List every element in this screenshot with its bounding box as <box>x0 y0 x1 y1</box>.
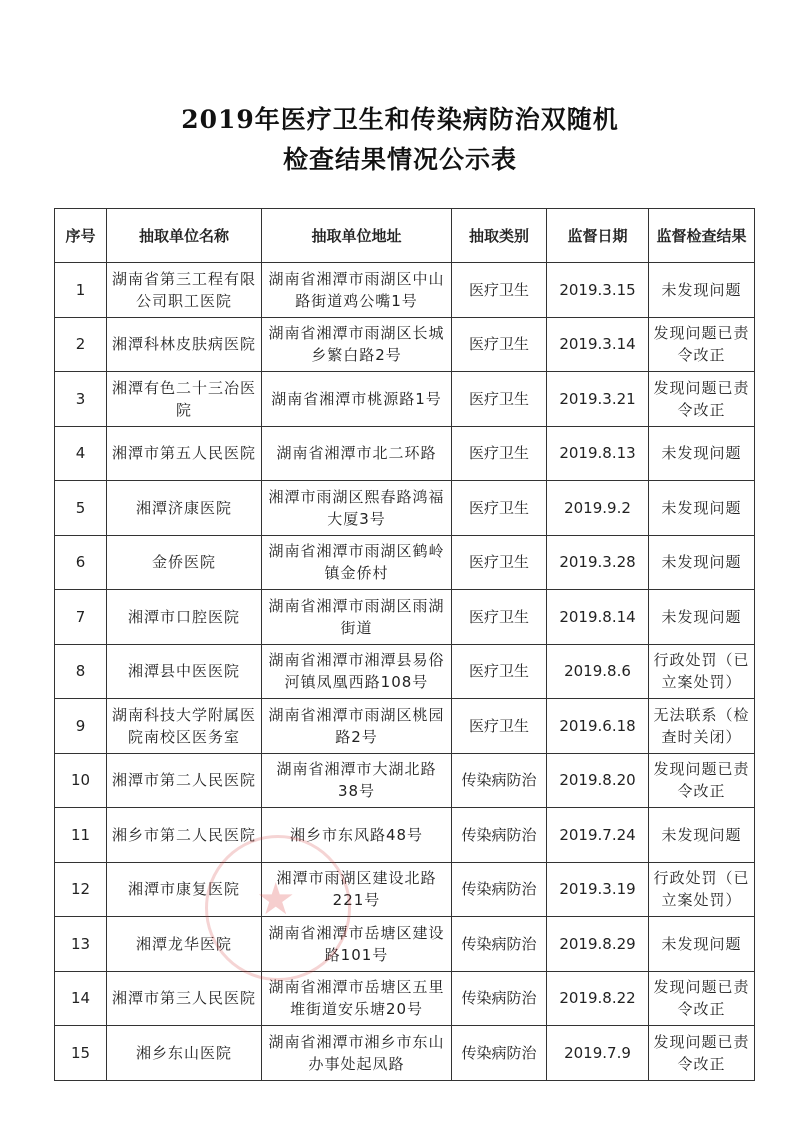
row-result: 未发现问题 <box>649 917 755 972</box>
seal-star-icon: ★ <box>256 874 296 925</box>
document-title-line1: 2019年医疗卫生和传染病防治双随机 <box>181 105 619 134</box>
table-row <box>55 426 755 481</box>
row-result: 发现问题已责令改正 <box>649 753 755 808</box>
row-category: 传染病防治 <box>452 753 547 808</box>
row-unit-name: 湘潭市第二人民医院 <box>107 753 262 808</box>
row-date: 2019.3.28 <box>547 535 649 590</box>
row-date: 2019.7.24 <box>547 808 649 863</box>
row-unit-address: 湖南省湘潭市雨湖区鹤岭镇金侨村 <box>262 535 452 590</box>
row-result: 发现问题已责令改正 <box>649 971 755 1026</box>
row-category: 医疗卫生 <box>452 263 547 318</box>
row-unit-name: 湘潭市第五人民医院 <box>107 426 262 481</box>
table-row <box>55 917 755 972</box>
table-row <box>55 1026 755 1081</box>
table-row <box>55 971 755 1026</box>
row-category: 传染病防治 <box>452 808 547 863</box>
table-header-row <box>55 209 755 263</box>
row-unit-name: 湘潭县中医医院 <box>107 644 262 699</box>
row-category: 医疗卫生 <box>452 426 547 481</box>
table-row <box>55 808 755 863</box>
row-number: 15 <box>55 1026 107 1081</box>
table-row <box>55 753 755 808</box>
row-number: 6 <box>55 535 107 590</box>
row-unit-address: 湖南省湘潭市大湖北路38号 <box>262 753 452 808</box>
table-row <box>55 317 755 372</box>
row-date: 2019.8.22 <box>547 971 649 1026</box>
header-result: 监督检查结果 <box>649 209 755 263</box>
row-category: 医疗卫生 <box>452 699 547 754</box>
row-unit-name: 金侨医院 <box>107 535 262 590</box>
row-result: 未发现问题 <box>649 481 755 536</box>
row-number: 10 <box>55 753 107 808</box>
row-date: 2019.8.6 <box>547 644 649 699</box>
row-category: 传染病防治 <box>452 1026 547 1081</box>
row-unit-address: 湖南省湘潭市岳塘区五里堆街道安乐塘20号 <box>262 971 452 1026</box>
row-result: 发现问题已责令改正 <box>649 317 755 372</box>
table-row <box>55 644 755 699</box>
row-unit-name: 湖南科技大学附属医院南校区医务室 <box>107 699 262 754</box>
row-unit-name: 湘潭科林皮肤病医院 <box>107 317 262 372</box>
row-number: 8 <box>55 644 107 699</box>
row-date: 2019.8.14 <box>547 590 649 645</box>
row-unit-name: 湘潭济康医院 <box>107 481 262 536</box>
row-unit-address: 湘潭市雨湖区熙春路鸿福大厦3号 <box>262 481 452 536</box>
row-unit-address: 湘潭市雨湖区建设北路221号 <box>262 862 452 917</box>
row-unit-address: 湖南省湘潭市雨湖区长城乡繁白路2号 <box>262 317 452 372</box>
row-number: 1 <box>55 263 107 318</box>
row-category: 医疗卫生 <box>452 644 547 699</box>
row-date: 2019.8.13 <box>547 426 649 481</box>
row-unit-address: 湖南省湘潭市雨湖区桃园路2号 <box>262 699 452 754</box>
row-date: 2019.7.9 <box>547 1026 649 1081</box>
row-date: 2019.3.19 <box>547 862 649 917</box>
row-unit-name: 湘潭龙华医院 <box>107 917 262 972</box>
header-category: 抽取类别 <box>452 209 547 263</box>
row-number: 12 <box>55 862 107 917</box>
row-number: 4 <box>55 426 107 481</box>
row-category: 医疗卫生 <box>452 535 547 590</box>
table-row <box>55 481 755 536</box>
row-result: 未发现问题 <box>649 426 755 481</box>
inspection-results-table <box>54 208 755 1081</box>
document-title-line2: 检查结果情况公示表 <box>282 145 517 174</box>
row-result: 行政处罚（已立案处罚） <box>649 862 755 917</box>
row-result: 发现问题已责令改正 <box>649 1026 755 1081</box>
row-unit-name: 湘乡市第二人民医院 <box>107 808 262 863</box>
row-category: 传染病防治 <box>452 971 547 1026</box>
row-result: 行政处罚（已立案处罚） <box>649 644 755 699</box>
row-unit-name: 湘潭有色二十三冶医院 <box>107 372 262 427</box>
row-unit-name: 湘潭市第三人民医院 <box>107 971 262 1026</box>
row-date: 2019.8.20 <box>547 753 649 808</box>
row-number: 9 <box>55 699 107 754</box>
row-number: 3 <box>55 372 107 427</box>
header-no: 序号 <box>55 209 107 263</box>
row-category: 医疗卫生 <box>452 317 547 372</box>
row-unit-address: 湖南省湘潭市雨湖区中山路街道鸡公嘴1号 <box>262 263 452 318</box>
row-number: 11 <box>55 808 107 863</box>
row-unit-address: 湖南省湘潭市北二环路 <box>262 426 452 481</box>
row-category: 医疗卫生 <box>452 590 547 645</box>
row-date: 2019.6.18 <box>547 699 649 754</box>
row-unit-address: 湖南省湘潭市桃源路1号 <box>262 372 452 427</box>
row-date: 2019.3.14 <box>547 317 649 372</box>
row-category: 医疗卫生 <box>452 481 547 536</box>
row-result: 未发现问题 <box>649 590 755 645</box>
row-unit-address: 湘乡市东风路48号 <box>262 808 452 863</box>
table-row <box>55 699 755 754</box>
row-unit-address: 湖南省湘潭市雨湖区雨湖街道 <box>262 590 452 645</box>
row-result: 无法联系（检查时关闭） <box>649 699 755 754</box>
row-unit-address: 湖南省湘潭市湘潭县易俗河镇凤凰西路108号 <box>262 644 452 699</box>
row-category: 传染病防治 <box>452 862 547 917</box>
row-date: 2019.3.21 <box>547 372 649 427</box>
table-row <box>55 862 755 917</box>
table-row <box>55 372 755 427</box>
row-unit-address: 湖南省湘潭市岳塘区建设路101号 <box>262 917 452 972</box>
row-date: 2019.8.29 <box>547 917 649 972</box>
row-unit-name: 湖南省第三工程有限公司职工医院 <box>107 263 262 318</box>
row-number: 13 <box>55 917 107 972</box>
table-row <box>55 263 755 318</box>
row-date: 2019.3.15 <box>547 263 649 318</box>
row-result: 未发现问题 <box>649 535 755 590</box>
row-category: 医疗卫生 <box>452 372 547 427</box>
row-unit-name: 湘乡东山医院 <box>107 1026 262 1081</box>
row-unit-address: 湖南省湘潭市湘乡市东山办事处起凤路 <box>262 1026 452 1081</box>
table-row <box>55 590 755 645</box>
header-date: 监督日期 <box>547 209 649 263</box>
row-result: 未发现问题 <box>649 808 755 863</box>
row-number: 7 <box>55 590 107 645</box>
row-result: 未发现问题 <box>649 263 755 318</box>
header-unit-name: 抽取单位名称 <box>107 209 262 263</box>
row-number: 2 <box>55 317 107 372</box>
row-category: 传染病防治 <box>452 917 547 972</box>
row-unit-name: 湘潭市康复医院 <box>107 862 262 917</box>
row-unit-name: 湘潭市口腔医院 <box>107 590 262 645</box>
header-unit-address: 抽取单位地址 <box>262 209 452 263</box>
row-result: 发现问题已责令改正 <box>649 372 755 427</box>
row-number: 14 <box>55 971 107 1026</box>
table-row <box>55 535 755 590</box>
row-number: 5 <box>55 481 107 536</box>
table-body <box>55 263 755 1081</box>
row-date: 2019.9.2 <box>547 481 649 536</box>
